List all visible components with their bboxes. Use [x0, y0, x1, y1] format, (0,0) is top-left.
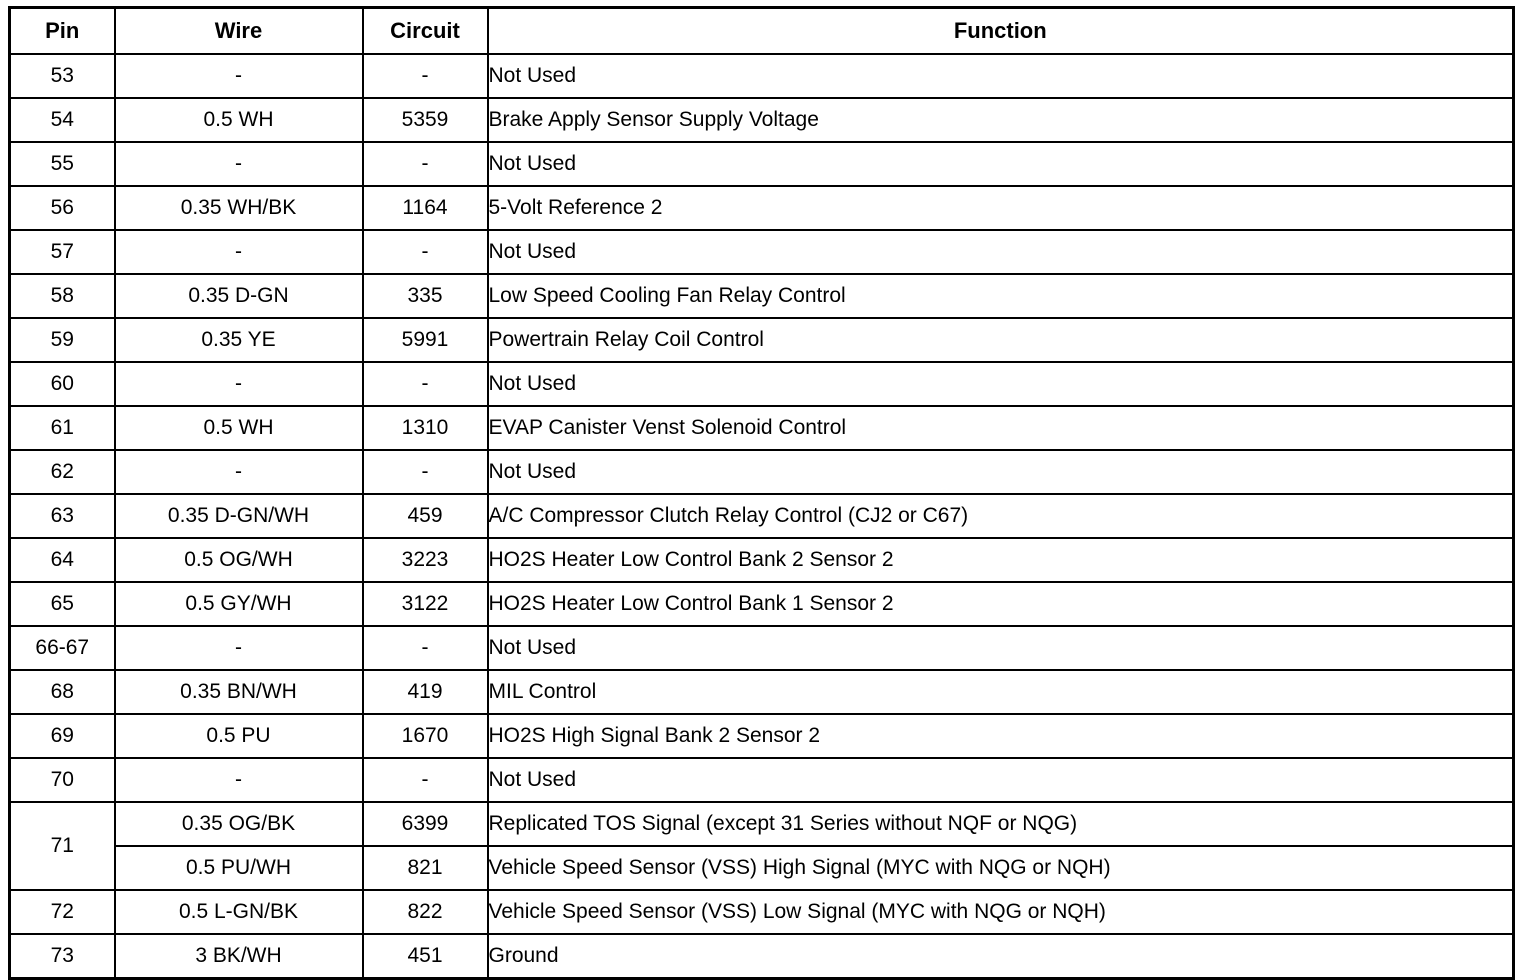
cell-circuit: - [363, 450, 488, 494]
table-row [10, 582, 1514, 626]
cell-circuit: 3223 [363, 538, 488, 582]
cell-function: Not Used [488, 758, 1514, 802]
cell-function: Not Used [488, 230, 1514, 274]
table-header [10, 8, 1514, 55]
cell-wire: 0.5 PU/WH [115, 846, 363, 890]
table-row [10, 538, 1514, 582]
table-row [10, 142, 1514, 186]
cell-wire: 0.35 OG/BK [115, 802, 363, 846]
cell-function: A/C Compressor Clutch Relay Control (CJ2 or C67) [488, 494, 1514, 538]
cell-wire: 0.5 L-GN/BK [115, 890, 363, 934]
cell-wire: 0.35 YE [115, 318, 363, 362]
cell-circuit: 5991 [363, 318, 488, 362]
table-row [10, 54, 1514, 98]
table-row [10, 670, 1514, 714]
cell-wire: 0.5 WH [115, 98, 363, 142]
cell-wire: - [115, 230, 363, 274]
cell-wire: 3 BK/WH [115, 934, 363, 979]
cell-function: Ground [488, 934, 1514, 979]
table-row [10, 274, 1514, 318]
cell-pin: 60 [10, 362, 115, 406]
cell-function: HO2S High Signal Bank 2 Sensor 2 [488, 714, 1514, 758]
cell-pin: 73 [10, 934, 115, 979]
cell-pin: 63 [10, 494, 115, 538]
column-header-pin: Pin [10, 8, 115, 55]
cell-wire: 0.35 D-GN [115, 274, 363, 318]
cell-circuit: 822 [363, 890, 488, 934]
table-row [10, 186, 1514, 230]
cell-function: Not Used [488, 362, 1514, 406]
table-row [10, 626, 1514, 670]
column-header-wire: Wire [115, 8, 363, 55]
table-row [10, 714, 1514, 758]
cell-pin: 53 [10, 54, 115, 98]
cell-wire: 0.5 PU [115, 714, 363, 758]
cell-pin: 68 [10, 670, 115, 714]
cell-circuit: 335 [363, 274, 488, 318]
cell-function: HO2S Heater Low Control Bank 1 Sensor 2 [488, 582, 1514, 626]
cell-circuit: 6399 [363, 802, 488, 846]
cell-pin: 56 [10, 186, 115, 230]
cell-wire: 0.35 WH/BK [115, 186, 363, 230]
cell-function: Replicated TOS Signal (except 31 Series without NQF or NQG) [488, 802, 1514, 846]
cell-circuit: 1164 [363, 186, 488, 230]
cell-wire: 0.5 OG/WH [115, 538, 363, 582]
cell-pin: 55 [10, 142, 115, 186]
cell-pin: 66-67 [10, 626, 115, 670]
table-row [10, 362, 1514, 406]
cell-pin: 64 [10, 538, 115, 582]
cell-circuit: - [363, 230, 488, 274]
table-row [10, 846, 1514, 890]
cell-circuit: - [363, 362, 488, 406]
cell-circuit: 451 [363, 934, 488, 979]
cell-pin: 61 [10, 406, 115, 450]
cell-wire: 0.35 BN/WH [115, 670, 363, 714]
column-header-function: Function [488, 8, 1514, 55]
cell-function: Not Used [488, 54, 1514, 98]
cell-function: Vehicle Speed Sensor (VSS) High Signal (MYC with NQG or NQH) [488, 846, 1514, 890]
table-row [10, 494, 1514, 538]
cell-wire: - [115, 54, 363, 98]
cell-circuit: - [363, 758, 488, 802]
cell-pin: 69 [10, 714, 115, 758]
cell-circuit: - [363, 142, 488, 186]
table-header-row [10, 8, 1514, 55]
cell-wire: - [115, 362, 363, 406]
cell-function: Not Used [488, 626, 1514, 670]
cell-function: Powertrain Relay Coil Control [488, 318, 1514, 362]
table-body [10, 54, 1514, 979]
table-row [10, 758, 1514, 802]
cell-pin: 54 [10, 98, 115, 142]
table-row [10, 450, 1514, 494]
cell-function: MIL Control [488, 670, 1514, 714]
cell-function: Low Speed Cooling Fan Relay Control [488, 274, 1514, 318]
cell-pin: 59 [10, 318, 115, 362]
table-row [10, 230, 1514, 274]
cell-pin: 70 [10, 758, 115, 802]
table-row [10, 98, 1514, 142]
cell-circuit: 419 [363, 670, 488, 714]
cell-wire: - [115, 142, 363, 186]
cell-wire: 0.35 D-GN/WH [115, 494, 363, 538]
cell-pin: 58 [10, 274, 115, 318]
cell-wire: - [115, 450, 363, 494]
cell-pin: 71 [10, 802, 115, 890]
cell-pin: 72 [10, 890, 115, 934]
cell-circuit: 3122 [363, 582, 488, 626]
table-row [10, 934, 1514, 979]
pin-function-table [8, 6, 1515, 980]
column-header-circuit: Circuit [363, 8, 488, 55]
cell-pin: 65 [10, 582, 115, 626]
cell-wire: - [115, 626, 363, 670]
cell-circuit: - [363, 54, 488, 98]
cell-function: Brake Apply Sensor Supply Voltage [488, 98, 1514, 142]
cell-wire: 0.5 GY/WH [115, 582, 363, 626]
cell-circuit: 1310 [363, 406, 488, 450]
cell-wire: - [115, 758, 363, 802]
table-row [10, 318, 1514, 362]
table-row [10, 802, 1514, 846]
cell-circuit: 821 [363, 846, 488, 890]
cell-circuit: 459 [363, 494, 488, 538]
cell-pin: 62 [10, 450, 115, 494]
cell-function: Not Used [488, 450, 1514, 494]
table-row [10, 406, 1514, 450]
cell-circuit: 1670 [363, 714, 488, 758]
cell-circuit: - [363, 626, 488, 670]
cell-wire: 0.5 WH [115, 406, 363, 450]
table-row [10, 890, 1514, 934]
cell-function: Vehicle Speed Sensor (VSS) Low Signal (MYC with NQG or NQH) [488, 890, 1514, 934]
cell-function: 5-Volt Reference 2 [488, 186, 1514, 230]
cell-circuit: 5359 [363, 98, 488, 142]
cell-function: EVAP Canister Venst Solenoid Control [488, 406, 1514, 450]
cell-function: HO2S Heater Low Control Bank 2 Sensor 2 [488, 538, 1514, 582]
cell-function: Not Used [488, 142, 1514, 186]
cell-pin: 57 [10, 230, 115, 274]
